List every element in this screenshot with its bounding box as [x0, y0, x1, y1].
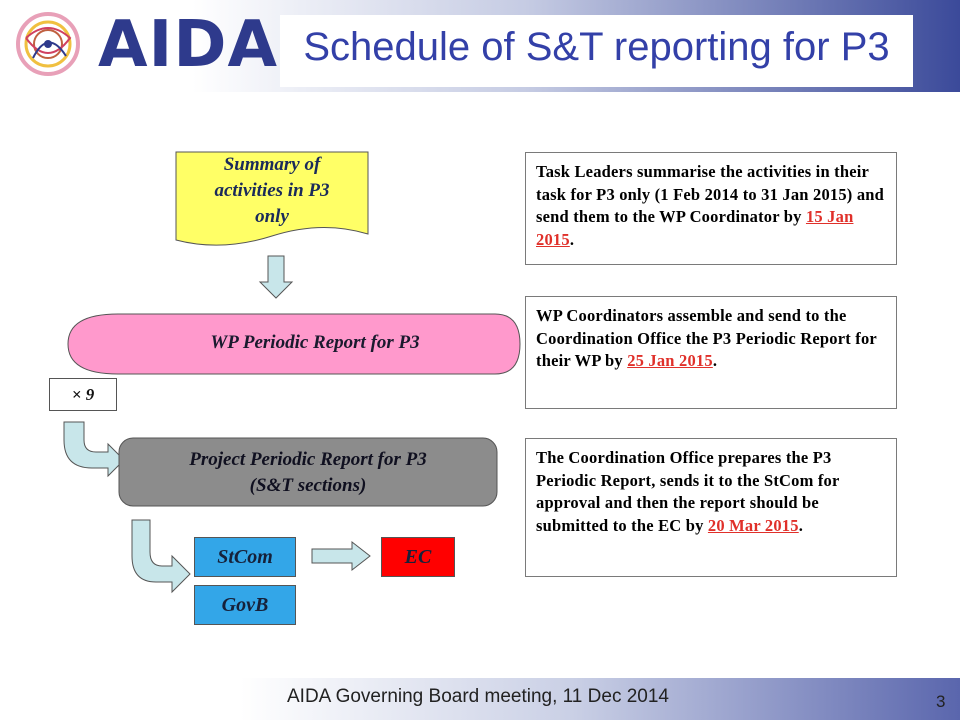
summary-line-3: only [255, 206, 289, 227]
logo-text: AIDA [98, 8, 278, 82]
wp-coordinators-period: . [712, 351, 718, 370]
wp-coordinators-text: WP Coordinators assemble and send to the Coordination Office the P3 Periodic Report for their WP by [536, 306, 877, 370]
multiplier-box: × 9 [49, 378, 117, 411]
wp-report-label: WP Periodic Report for P3 [210, 332, 420, 353]
wp-coordinators-note [525, 296, 897, 409]
summary-label [176, 152, 368, 230]
project-line-1: Project Periodic Report for P3 [189, 449, 427, 470]
page-title: Schedule of S&T reporting for P3 [303, 25, 890, 69]
down-arrow [260, 256, 292, 298]
coordination-office-text: The Coordination Office prepares the P3 Periodic Report, sends it to the StCom for approval and then the report should be submitted to the EC by [536, 448, 840, 535]
project-report-label [119, 447, 497, 499]
right-arrow [312, 542, 370, 570]
coordination-office-period: . [798, 515, 804, 535]
footer-meeting: AIDA Governing Board meeting, 11 Dec 2014 [287, 686, 669, 707]
task-leaders-text: Task Leaders summarise the activities in their task for P3 only (1 Feb 2014 to 31 Jan 2015) and send them to the WP Coordinator by [536, 162, 885, 226]
coordination-office-date: 20 Mar 2015 [707, 515, 799, 535]
task-leaders-note [525, 152, 897, 265]
page-number: 3 [936, 692, 946, 711]
stcom-box: StCom [194, 537, 296, 577]
project-line-2: (S&T sections) [249, 475, 367, 496]
summary-line-2: activities in P3 [214, 180, 330, 201]
task-leaders-period: . [569, 229, 575, 249]
task-leaders-date: 15 Jan 2015 [536, 207, 854, 249]
curved-arrow-2 [132, 520, 190, 592]
coordination-office-note [525, 438, 897, 577]
summary-line-1: Summary of [223, 154, 321, 175]
govb-box: GovB [194, 585, 296, 625]
ec-box: EC [381, 537, 455, 577]
wp-coordinators-date: 25 Jan 2015 [627, 351, 713, 370]
curved-arrow-1 [64, 422, 124, 476]
